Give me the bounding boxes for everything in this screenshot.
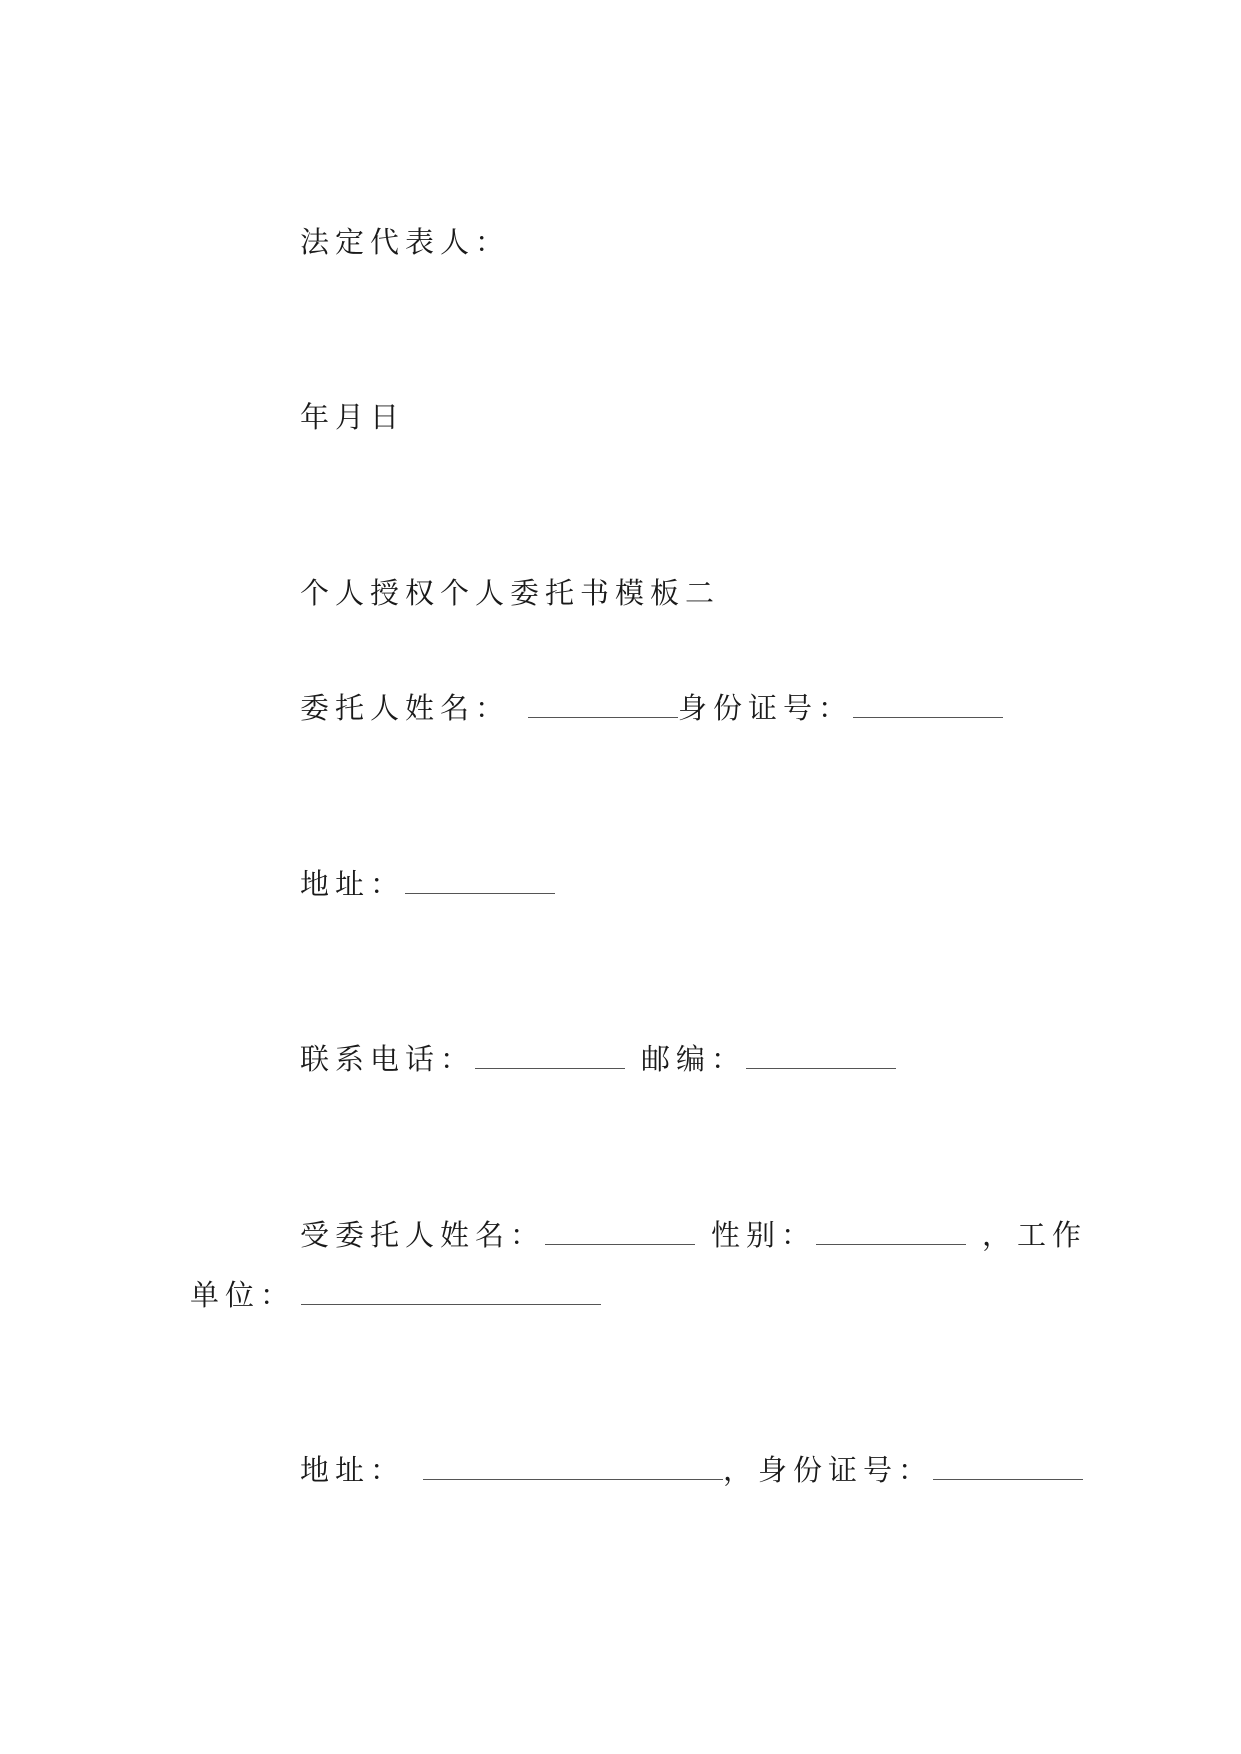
- date-label: 年月日: [300, 400, 406, 434]
- legal-representative-line: [300, 222, 510, 262]
- principal-address-line: [300, 864, 555, 904]
- section-title: [300, 573, 720, 613]
- agent-gender-blank[interactable]: [816, 1222, 966, 1245]
- section-title-text: 个人授权个人委托书模板二: [300, 576, 721, 610]
- agent-address-line: [300, 1450, 1083, 1490]
- principal-id-blank[interactable]: [853, 695, 1003, 718]
- agent-work-unit-label: 单位：: [190, 1278, 296, 1312]
- principal-line: [300, 688, 1003, 728]
- agent-work-unit-blank[interactable]: [301, 1282, 601, 1305]
- agent-address-label: 地址：: [300, 1453, 406, 1487]
- agent-work-unit-prefix: ，工作: [982, 1218, 1088, 1252]
- agent-address-blank[interactable]: [423, 1457, 723, 1480]
- phone-blank[interactable]: [475, 1046, 625, 1069]
- agent-line: [300, 1215, 1087, 1255]
- contact-line: [300, 1039, 896, 1079]
- principal-name-label: 委托人姓名：: [300, 691, 511, 725]
- postcode-label: 邮编：: [641, 1042, 747, 1076]
- date-line: [300, 397, 405, 437]
- agent-gender-label: 性别：: [711, 1218, 817, 1252]
- agent-name-blank[interactable]: [545, 1222, 695, 1245]
- agent-name-label: 受委托人姓名：: [300, 1218, 546, 1252]
- principal-address-blank[interactable]: [405, 871, 555, 894]
- agent-id-label: ，身份证号：: [723, 1453, 934, 1487]
- principal-address-label: 地址：: [300, 867, 406, 901]
- principal-id-label: 身份证号：: [678, 691, 854, 725]
- phone-label: 联系电话：: [300, 1042, 476, 1076]
- postcode-blank[interactable]: [746, 1046, 896, 1069]
- legal-representative-label: 法定代表人：: [300, 225, 511, 259]
- agent-work-unit-line: [190, 1275, 601, 1315]
- principal-name-blank[interactable]: [528, 695, 678, 718]
- agent-id-blank[interactable]: [933, 1457, 1083, 1480]
